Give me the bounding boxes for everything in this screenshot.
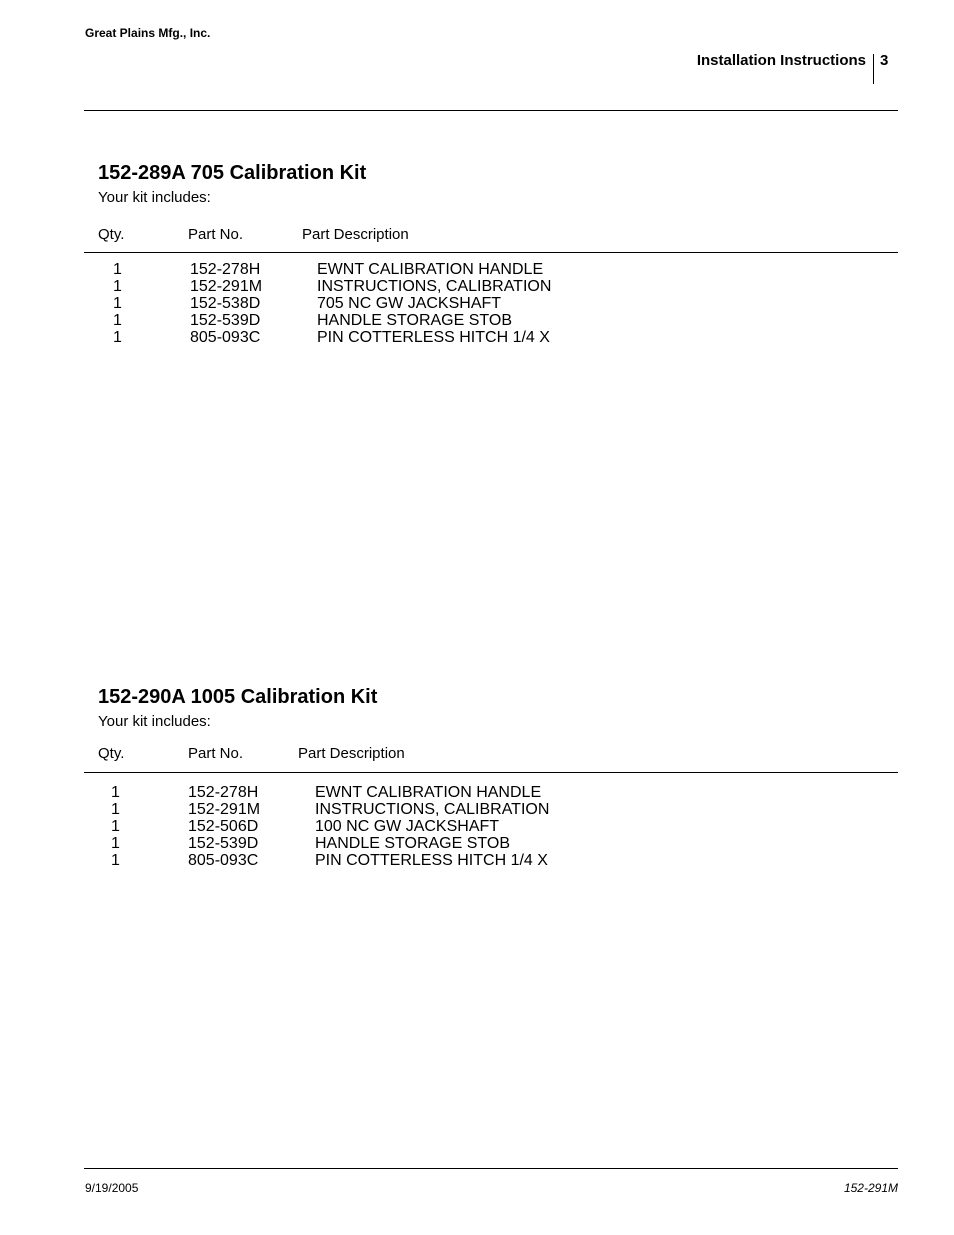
- qty-cell: 1: [113, 261, 122, 278]
- page-number: 3: [880, 52, 889, 69]
- table-row: [0, 818, 954, 835]
- table-row: [0, 852, 954, 869]
- description-cell: 100 NC GW JACKSHAFT: [315, 818, 500, 835]
- table-row: [0, 835, 954, 852]
- part-no-cell: 152-291M: [190, 278, 263, 295]
- table-row: [0, 278, 954, 295]
- qty-cell: 1: [113, 329, 122, 346]
- qty-cell: 1: [111, 818, 120, 835]
- description-cell: 705 NC GW JACKSHAFT: [317, 295, 502, 312]
- description-cell: PIN COTTERLESS HITCH 1/4 X: [317, 329, 550, 346]
- qty-cell: 1: [113, 278, 122, 295]
- description-cell: HANDLE STORAGE STOB: [317, 312, 513, 329]
- column-header-qty: Qty.: [98, 226, 125, 243]
- description-cell: EWNT CALIBRATION HANDLE: [317, 261, 544, 278]
- footer-doc-number: 152-291M: [843, 1181, 898, 1195]
- description-cell: EWNT CALIBRATION HANDLE: [315, 784, 542, 801]
- qty-cell: 1: [113, 312, 122, 329]
- column-header-qty: Qty.: [98, 745, 125, 762]
- part-no-cell: 805-093C: [188, 852, 259, 869]
- section-title: Installation Instructions: [696, 52, 866, 69]
- kit-title: 152-290A 1005 Calibration Kit: [98, 686, 378, 708]
- footer-date: 9/19/2005: [85, 1181, 139, 1195]
- column-header-description: Part Description: [298, 745, 405, 762]
- description-cell: INSTRUCTIONS, CALIBRATION: [317, 278, 552, 295]
- part-no-cell: 152-506D: [188, 818, 259, 835]
- column-header-description: Part Description: [302, 226, 409, 243]
- table-row: [0, 295, 954, 312]
- kit-intro: Your kit includes:: [98, 713, 211, 730]
- qty-cell: 1: [111, 852, 120, 869]
- description-cell: HANDLE STORAGE STOB: [315, 835, 511, 852]
- table-row: [0, 261, 954, 278]
- part-no-cell: 152-539D: [188, 835, 259, 852]
- qty-cell: 1: [111, 784, 120, 801]
- description-cell: PIN COTTERLESS HITCH 1/4 X: [315, 852, 548, 869]
- table-row: [0, 784, 954, 801]
- header-rule: [84, 110, 898, 111]
- part-no-cell: 152-291M: [188, 801, 261, 818]
- part-no-cell: 152-538D: [190, 295, 261, 312]
- kit-title: 152-289A 705 Calibration Kit: [98, 162, 367, 184]
- footer-rule: [84, 1168, 898, 1169]
- company-name: Great Plains Mfg., Inc.: [85, 26, 211, 40]
- header-divider: [873, 54, 874, 84]
- table-header-rule: [84, 252, 898, 253]
- kit-intro: Your kit includes:: [98, 189, 211, 206]
- qty-cell: 1: [111, 835, 120, 852]
- table-header-rule: [84, 772, 898, 773]
- column-header-part-no: Part No.: [188, 226, 244, 243]
- table-row: [0, 801, 954, 818]
- part-no-cell: 152-278H: [188, 784, 259, 801]
- part-no-cell: 152-539D: [190, 312, 261, 329]
- part-no-cell: 152-278H: [190, 261, 261, 278]
- qty-cell: 1: [113, 295, 122, 312]
- column-header-part-no: Part No.: [188, 745, 244, 762]
- part-no-cell: 805-093C: [190, 329, 261, 346]
- table-row: [0, 329, 954, 346]
- qty-cell: 1: [111, 801, 120, 818]
- table-row: [0, 312, 954, 329]
- description-cell: INSTRUCTIONS, CALIBRATION: [315, 801, 550, 818]
